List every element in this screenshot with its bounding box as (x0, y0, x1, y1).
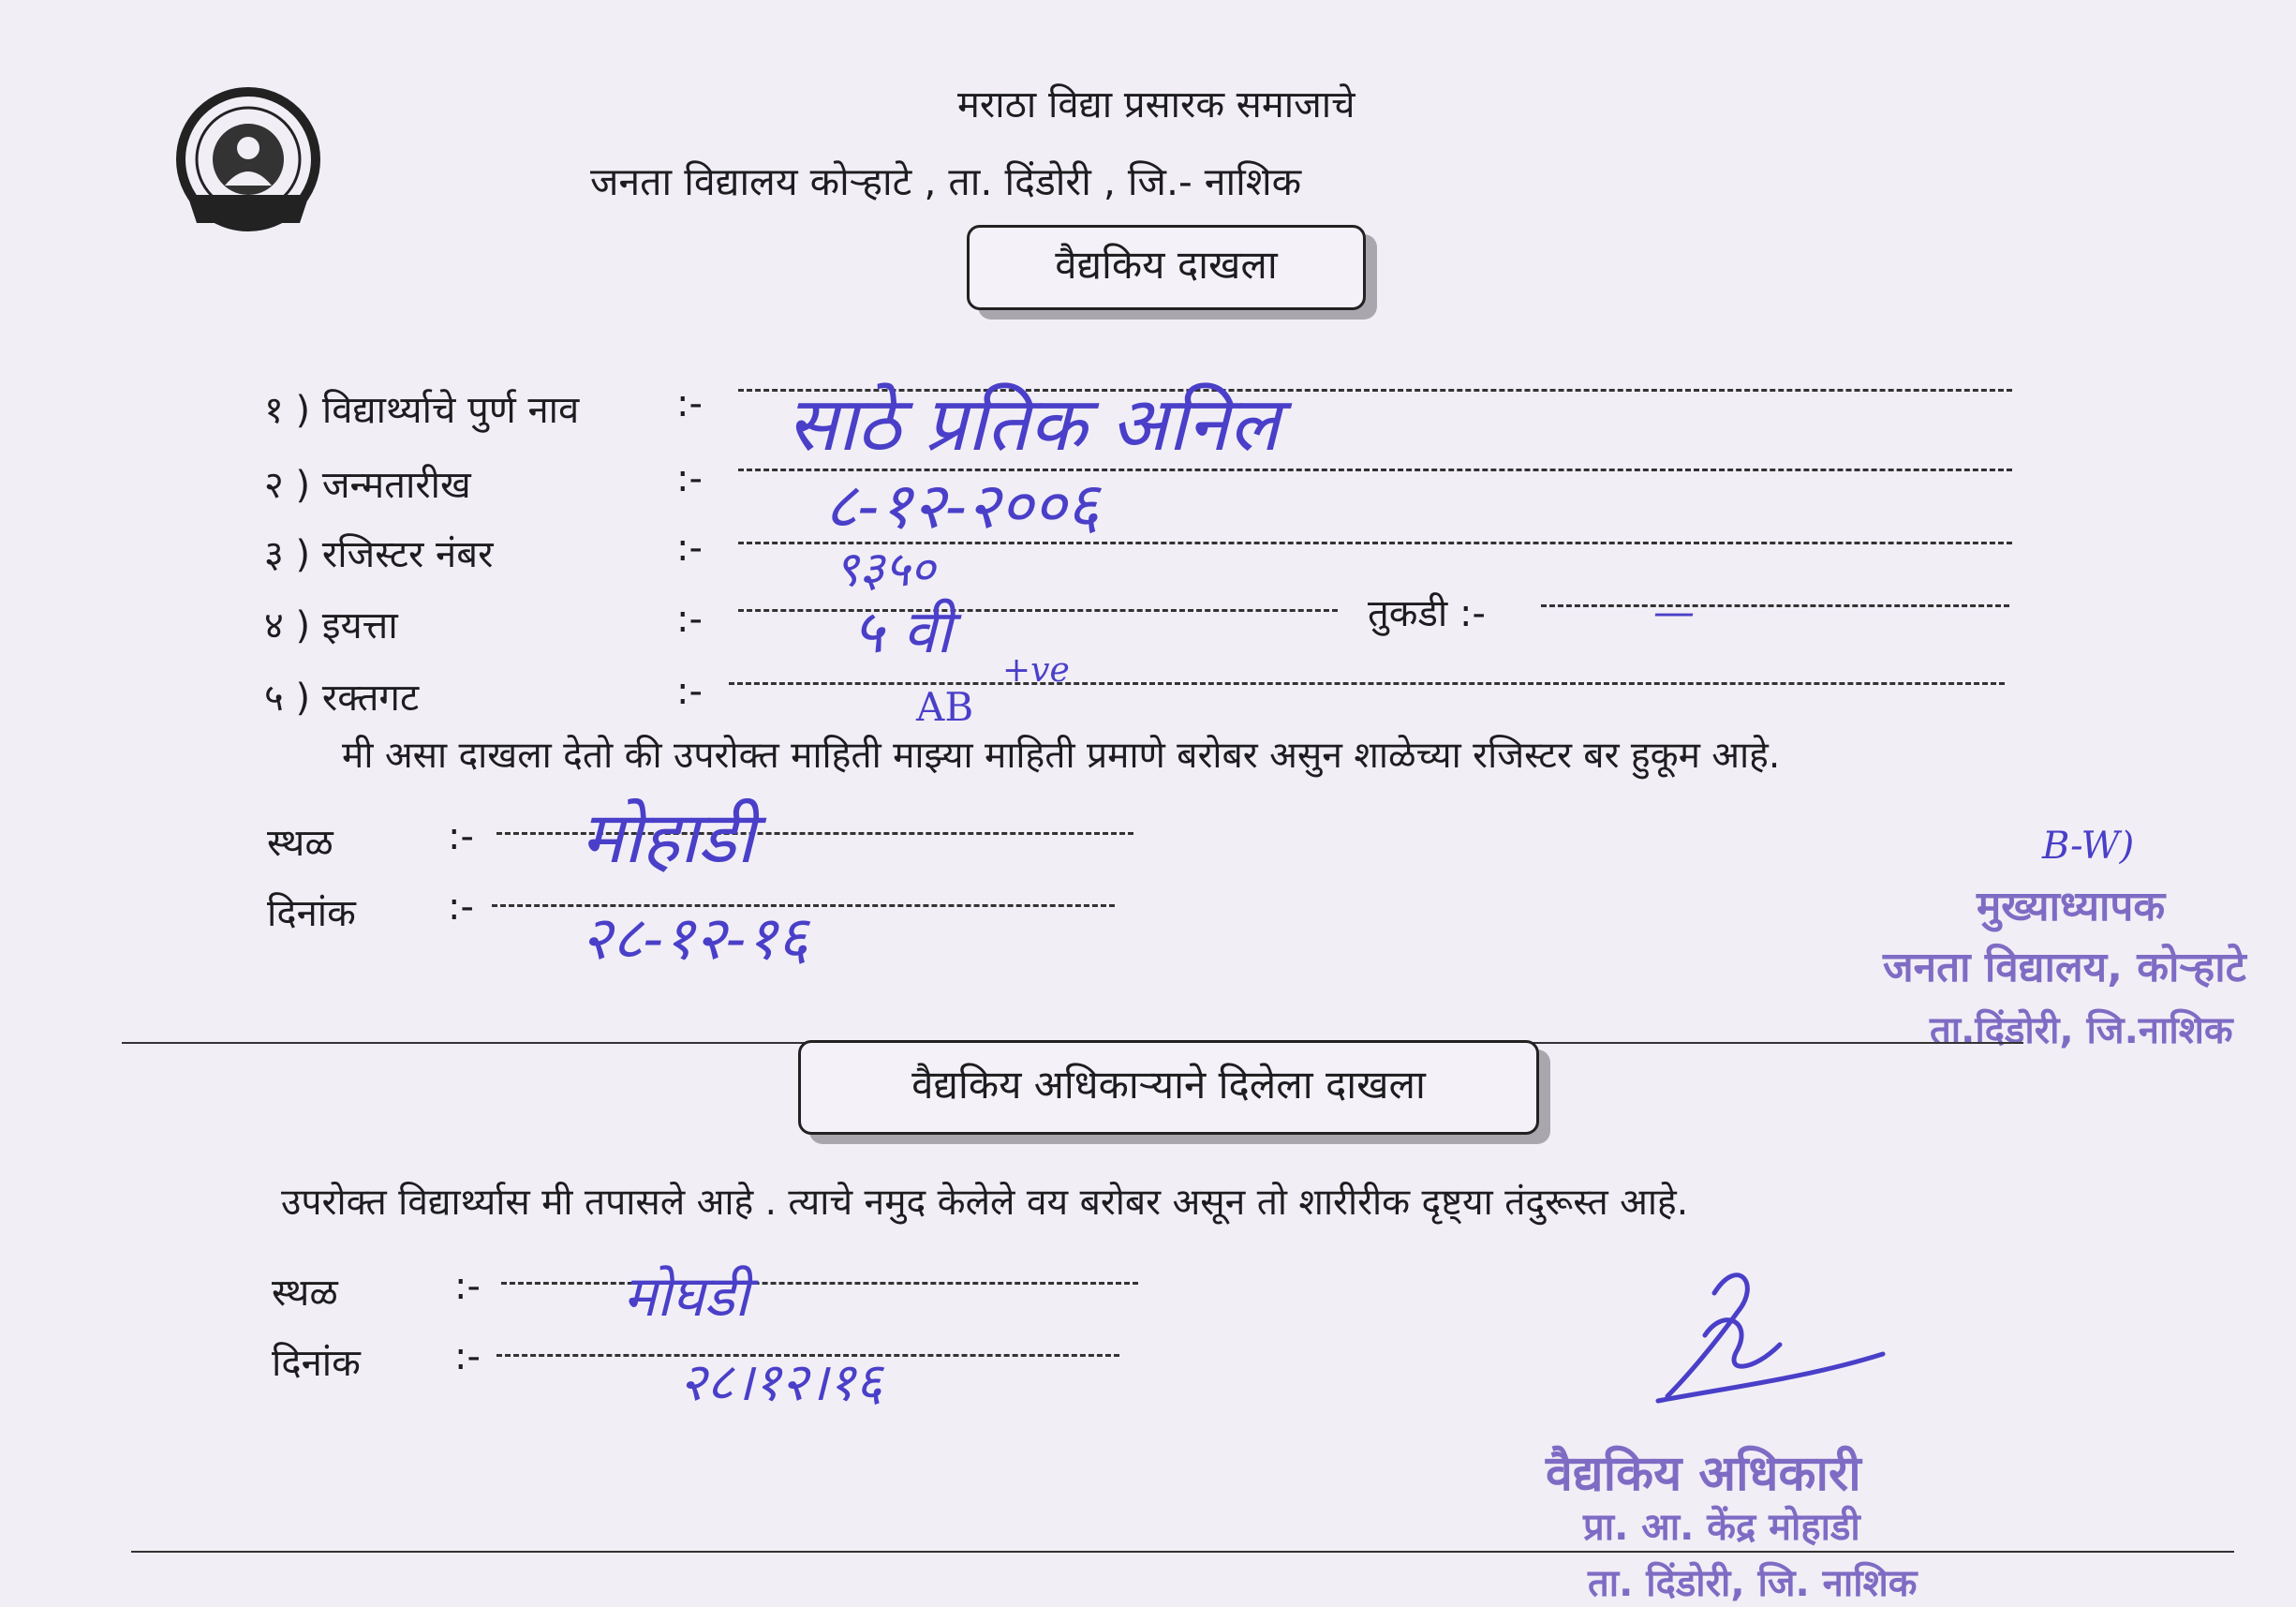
medical-place-sep: :- (454, 1265, 481, 1308)
headmaster-stamp-title: मुख्याध्यापक (1977, 883, 2166, 930)
headmaster-stamp-line1: जनता विद्यालय, कोऱ्हाटे (1883, 944, 2246, 991)
division-value: — (1653, 588, 1695, 636)
certificate-title: वैद्यकिय दाखला (1055, 242, 1278, 288)
medical-officer-signature (1649, 1256, 1892, 1415)
medical-date-value: २८।१२।१६ (679, 1352, 883, 1413)
field-line-standard (738, 609, 1338, 612)
school-date-sep: :- (448, 885, 474, 929)
bottom-rule (131, 1551, 2234, 1553)
medical-date-label: दिनांक (272, 1342, 361, 1385)
field-value-blood-group: AB (916, 684, 974, 730)
headmaster-stamp-line2: ता.दिंडोरी, जि.नाशिक (1930, 1009, 2233, 1052)
division-line (1541, 604, 2009, 607)
declaration-text: मी असा दाखला देतो की उपरोक्त माहिती माझ्या माहिती प्रमाणे बरोबर असुन शाळेच्या रजिस्टर बर हुकूम आहे. (342, 735, 1781, 777)
field-sep-blood-group: :- (676, 670, 703, 713)
field-value-blood-group-sup: +ve (1002, 651, 1070, 690)
field-sep-dob: :- (676, 457, 703, 500)
field-value-name: साठे प्रतिक अनिल (787, 380, 1280, 468)
field-label-dob: २ ) जन्मतारीख (264, 464, 471, 507)
medical-statement: उपरोक्त विद्यार्थ्यास मी तपासले आहे . त्याचे नमुद केलेले वय बरोबर असून तो शारीरीक दृष्ट्या तंदुरूस्त आहे. (281, 1182, 1689, 1224)
field-value-register: ९३५० (834, 542, 936, 598)
school-place-label: स्थळ (267, 822, 333, 865)
field-label-standard: ४ ) इयत्ता (264, 604, 398, 647)
school-name: जनता विद्यालय कोऱ्हाटे , ता. दिंडोरी , जि.- नाशिक (590, 159, 1302, 204)
field-label-blood-group: ५ ) रक्तगट (264, 677, 420, 720)
field-label-register: ३ ) रजिस्टर नंबर (264, 533, 494, 576)
medical-place-label: स्थळ (272, 1272, 338, 1315)
division-label: तुकडी :- (1368, 592, 1486, 635)
field-sep-register: :- (676, 527, 703, 570)
school-place-sep: :- (448, 815, 474, 858)
school-date-label: दिनांक (267, 892, 356, 935)
medical-stamp-title: वैद्यकिय अधिकारी (1546, 1446, 1861, 1502)
field-value-standard: ५ वी (852, 598, 952, 667)
medical-stamp-line1: प्रा. आ. केंद्र मोहाडी (1583, 1506, 1860, 1549)
field-sep-standard: :- (676, 598, 703, 641)
field-value-dob: ८-१२-२००६ (824, 469, 1100, 543)
medical-date-sep: :- (454, 1335, 481, 1378)
school-date-value: २८-१२-१६ (581, 904, 808, 974)
field-label-name: १ ) विद्यार्थ्याचे पुर्ण नाव (264, 389, 580, 432)
certificate-title-box (967, 225, 1366, 310)
school-place-value: मोहाडी (581, 796, 755, 879)
society-name: मराठा विद्या प्रसारक समाजाचे (957, 83, 1355, 126)
medical-title: वैद्यकिय अधिकाऱ्याने दिलेला दाखला (911, 1062, 1426, 1108)
medical-place-value: मोघडी (623, 1264, 749, 1330)
medical-place-line (501, 1282, 1138, 1285)
medical-stamp-line2: ता. दिंडोरी, जि. नाशिक (1588, 1562, 1918, 1605)
school-logo (169, 82, 328, 242)
medical-title-box (798, 1040, 1539, 1135)
field-sep-name: :- (676, 382, 703, 425)
headmaster-signature: B-W) (2042, 825, 2135, 868)
